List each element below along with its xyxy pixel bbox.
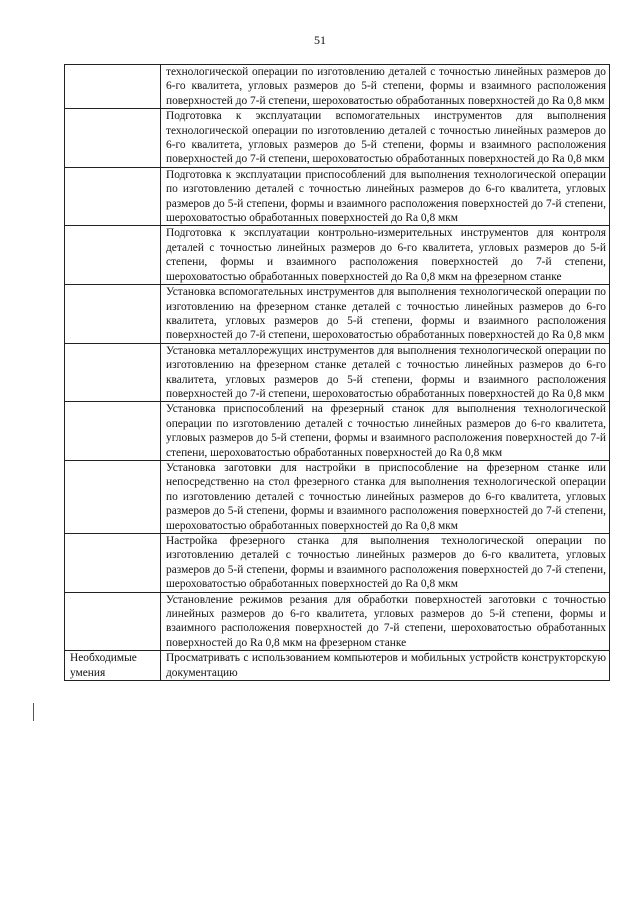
table-row	[65, 402, 610, 461]
row-text-cell: Настройка фрезерного станка для выполнения технологической операции по изготовлению деталей с точностью линейных размеров до 6-го квалитета, угловых размеров до 5-й степени, формы и взаимного расположения поверхностей до 7-й степени, шероховатостью обработанных поверхностей до Ra 0,8 мкм	[161, 534, 610, 593]
row-text-cell: Подготовка к эксплуатации вспомогательных инструментов для выполнения технологической операции по изготовлению деталей с точностью линейных размеров до 6-го квалитета, угловых размеров до 5-й степени, формы и взаимного расположения поверхностей до 7-й степени, шероховатостью обработанных поверхностей до Ra 0,8 мкм	[161, 109, 610, 168]
row-label-cell	[65, 167, 161, 226]
row-text-cell: Установка заготовки для настройки в приспособление на фрезерном станке или непосредственно на стол фрезерного станка для выполнения технологической операции по изготовлению деталей с точностью линейных размеров до 6-го квалитета, угловых размеров до 5-й степени, формы и взаимного расположения поверхностей до 7-й степени, шероховатостью обработанных поверхностей до Ra 0,8 мкм	[161, 460, 610, 533]
row-label-cell	[65, 226, 161, 285]
row-label-cell	[65, 592, 161, 651]
table-row	[65, 534, 610, 593]
row-label-cell	[65, 285, 161, 344]
table-row	[65, 65, 610, 109]
row-label-cell	[65, 460, 161, 533]
row-label-cell	[65, 343, 161, 402]
row-label-cell: Необходимые умения	[65, 651, 161, 681]
table-row	[65, 109, 610, 168]
table-row	[65, 226, 610, 285]
row-text-cell: Просматривать с использованием компьютеров и мобильных устройств конструкторскую документацию	[161, 651, 610, 681]
table-row	[65, 285, 610, 344]
row-text-cell: Установка металлорежущих инструментов для выполнения технологической операции по изготовлению на фрезерном станке деталей с точностью линейных размеров до 6-го квалитета, угловых размеров до 5-й степени, формы и взаимного расположения поверхностей до 7-й степени, шероховатостью обработанных поверхностей до Ra 0,8 мкм	[161, 343, 610, 402]
table-row	[65, 460, 610, 533]
row-label-cell	[65, 109, 161, 168]
table-body	[65, 65, 610, 681]
row-label-cell	[65, 65, 161, 109]
table-row	[65, 167, 610, 226]
table-row	[65, 343, 610, 402]
row-text-cell: Установка приспособлений на фрезерный станок для выполнения технологической операции по изготовлению деталей с точностью линейных размеров до 6-го квалитета, угловых размеров до 5-й степени, формы и взаимного расположения поверхностей до 7-й степени, шероховатостью обработанных поверхностей до Ra 0,8 мкм	[161, 402, 610, 461]
row-text-cell: Установка вспомогательных инструментов для выполнения технологической операции по изготовлению на фрезерном станке деталей с точностью линейных размеров до 6-го квалитета, угловых размеров до 5-й степени, формы и взаимного расположения поверхностей до 7-й степени, шероховатостью обработанных поверхностей до Ra 0,8 мкм	[161, 285, 610, 344]
scan-artifact-mark	[33, 703, 34, 721]
row-text-cell: Подготовка к эксплуатации приспособлений для выполнения технологической операции по изготовлению деталей с точностью линейных размеров до 6-го квалитета, угловых размеров до 5-й степени, формы и взаимного расположения поверхностей до 7-й степени, шероховатостью обработанных поверхностей до Ra 0,8 мкм	[161, 167, 610, 226]
row-text-cell: Установление режимов резания для обработки поверхностей заготовки с точностью линейных размеров до 6-го квалитета, угловых размеров до 5-й степени, формы и взаимного расположения поверхностей до 7-й степени, шероховатостью обработанных поверхностей до Ra 0,8 мкм на фрезерном станке	[161, 592, 610, 651]
table-row	[65, 651, 610, 681]
row-text-cell: технологической операции по изготовлению деталей с точностью линейных размеров до 6-го квалитета, угловых размеров до 5-й степени, формы и взаимного расположения поверхностей до 7-й степени, шероховатостью обработанных поверхностей до Ra 0,8 мкм	[161, 65, 610, 109]
row-label-cell	[65, 402, 161, 461]
page-number: 51	[314, 33, 326, 47]
table-row	[65, 592, 610, 651]
competency-table	[64, 64, 610, 681]
row-text-cell: Подготовка к эксплуатации контрольно-измерительных инструментов для контроля деталей с точностью линейных размеров до 6-го квалитета, угловых размеров до 5-й степени, формы и взаимного расположения поверхностей до 7-й степени, шероховатостью обработанных поверхностей до Ra 0,8 мкм на фрезерном станке	[161, 226, 610, 285]
row-label-cell	[65, 534, 161, 593]
